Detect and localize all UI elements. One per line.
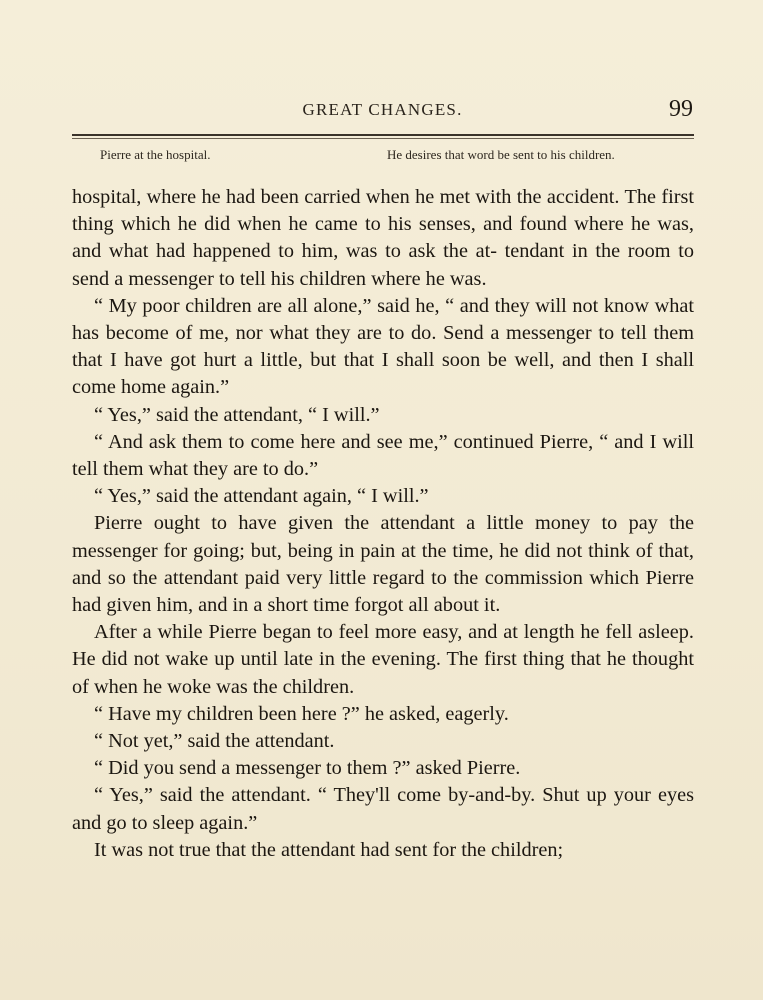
paragraph: “ Have my children been here ?” he asked, eagerly. [94, 702, 509, 725]
paragraph: “ And ask them to come here and see me,” continued Pierre, “ and I will tell them what they are to do.” [72, 430, 694, 481]
paragraph: “ Yes,” said the attendant again, “ I will.” [94, 485, 429, 508]
body-text [72, 184, 694, 864]
paragraph: “ Not yet,” said the attendant. [94, 730, 335, 753]
sidenote-right: He desires that word be sent to his children. [387, 147, 615, 162]
paragraph: hospital, where he had been carried when he met with the accident. The first thing which he did when he came to his senses, and found where he was, and what had happened to him, was to ask the at- tendant in the room to send a messenger to tell his children where he was. [72, 186, 694, 290]
sidenote-left: Pierre at the hospital. [100, 147, 211, 162]
paragraph: “ Yes,” said the attendant, “ I will.” [94, 403, 380, 426]
page-number: 99 [669, 96, 693, 122]
paragraph: “ Did you send a messenger to them ?” asked Pierre. [94, 757, 521, 780]
paragraph: Pierre ought to have given the attendant a little money to pay the messenger for going; but, being in pain at the time, he did not think of that, and so the attendant paid very little regard to the commission which Pierre had given him, and in a short time forgot all about it. [72, 512, 694, 617]
paragraph: It was not true that the attendant had sent for the children; [94, 838, 564, 861]
header-rule-thin [72, 138, 694, 139]
paragraph: “ Yes,” said the attendant. “ They'll come by-and-by. Shut up your eyes and go to sleep again.” [72, 784, 694, 834]
paragraph: “ My poor children are all alone,” said he, “ and they will not know what has become of me, nor what they are to do. Send a messenger to tell them that I have got hurt a little, but that I shall soon be well, and then I shall come home again.” [72, 294, 694, 399]
paragraph: After a while Pierre began to feel more easy, and at length he fell asleep. He did not wake up until late in the evening. The first thing that he thought of when he woke was the children. [72, 621, 694, 698]
header-rule-thick [72, 134, 694, 136]
running-head [70, 96, 695, 126]
running-title: GREAT CHANGES. [302, 100, 463, 119]
